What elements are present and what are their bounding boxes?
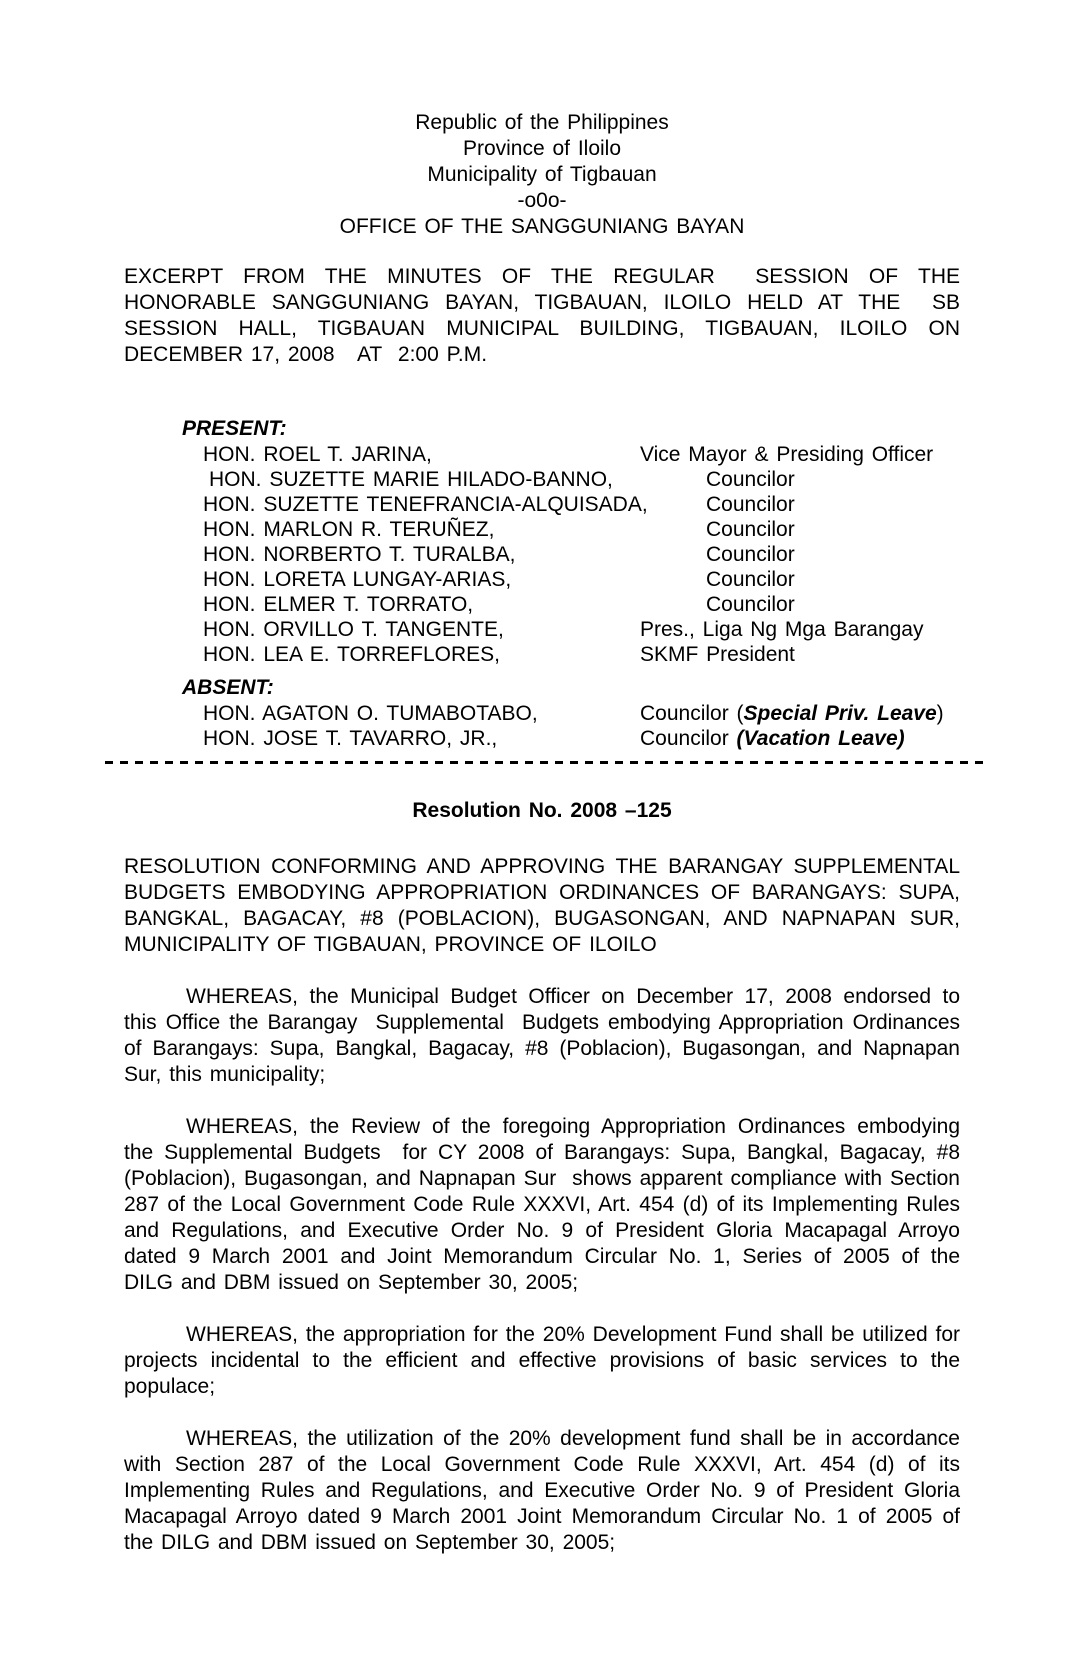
member-name: HON. SUZETTE MARIE HILADO-BANNO,	[209, 468, 613, 491]
present-row	[124, 517, 960, 542]
member-role: Councilor	[706, 468, 795, 491]
present-section	[124, 416, 960, 667]
absent-label: ABSENT:	[182, 676, 274, 699]
present-label: PRESENT:	[182, 417, 287, 440]
whereas-paragraph-3: WHEREAS, the appropriation for the 20% Development Fund shall be utilized for projects incidental to the efficient and effective provisions of basic services to the populace;	[124, 1323, 960, 1398]
member-role: Councilor	[706, 568, 795, 591]
role-suffix: )	[936, 702, 944, 725]
present-row	[124, 467, 960, 492]
resolution-number: Resolution No. 2008 –125	[412, 799, 672, 822]
member-role: SKMF President	[640, 643, 795, 666]
member-role: Councilor	[706, 493, 795, 516]
present-row	[124, 442, 960, 467]
letterhead-country: Republic of the Philippines	[415, 111, 669, 134]
letterhead-ornament: -o0o-	[517, 189, 567, 212]
dashed-separator	[105, 761, 985, 764]
whereas-paragraph-2: WHEREAS, the Review of the foregoing Appropriation Ordinances embodying the Supplemental Budgets for CY 2008 of Barangays: Supa, Bangkal, Bagacay, #8 (Poblacion), Bugasongan, and Napnapan Sur shows apparent compliance with Section 287 of the Local Government Code Rule XXXVI, Art. 454 (d) of its Implementing Rules and Regulations, and Executive Order No. 9 of President Gloria Macapagal Arroyo dated 9 March 2001 and Joint Memorandum Circular No. 1, Series of 2005 of the DILG and DBM issued on September 30, 2005;	[124, 1115, 960, 1294]
letterhead-province: Province of Iloilo	[462, 137, 622, 160]
member-name: HON. MARLON R. TERUÑEZ,	[203, 518, 495, 541]
member-name: HON. AGATON O. TUMABOTABO,	[203, 702, 538, 725]
member-name: HON. ROEL T. JARINA,	[203, 443, 432, 466]
member-role	[640, 726, 905, 751]
member-name: HON. ELMER T. TORRATO,	[203, 593, 474, 616]
member-name: HON. LEA E. TORREFLORES,	[203, 643, 500, 666]
member-role: Councilor	[706, 593, 795, 616]
member-role	[640, 701, 944, 726]
role-prefix: Councilor	[640, 727, 737, 750]
whereas-paragraph-1: WHEREAS, the Municipal Budget Officer on December 17, 2008 endorsed to this Office the Barangay Supplemental Budgets embodying Appropriation Ordinances of Barangays: Supa, Bangkal, Bagacay, #8 (Poblacion), Bugasongan, and Napnapan Sur, this municipality;	[124, 985, 960, 1086]
present-row	[124, 492, 960, 517]
member-role: Councilor	[706, 518, 795, 541]
role-prefix: Councilor (	[640, 702, 744, 725]
resolution-title: RESOLUTION CONFORMING AND APPROVING THE BARANGAY SUPPLEMENTAL BUDGETS EMBODYING APPROPRIATION ORDINANCES OF BARANGAYS: SUPA, BANGKAL, BAGACAY, #8 (POBLACION), BUGASONGAN, AND NAPNAPAN SUR, MUNICIPALITY OF TIGBAUAN, PROVINCE OF ILOILO	[124, 855, 960, 956]
member-role: Vice Mayor & Presiding Officer	[640, 443, 934, 466]
member-name: HON. ORVILLO T. TANGENTE,	[203, 618, 504, 641]
member-name: HON. LORETA LUNGAY-ARIAS,	[203, 568, 512, 591]
excerpt-paragraph: EXCERPT FROM THE MINUTES OF THE REGULAR SESSION OF THE HONORABLE SANGGUNIANG BAYAN, TIGBAUAN, ILOILO HELD AT THE SB SESSION HALL, TIGBAUAN MUNICIPAL BUILDING, TIGBAUAN, ILOILO ON DECEMBER 17, 2008 AT 2:00 P.M.	[124, 265, 960, 366]
present-row	[124, 592, 960, 617]
present-row	[124, 617, 960, 642]
present-row	[124, 542, 960, 567]
absent-section	[124, 675, 960, 751]
member-name: HON. NORBERTO T. TURALBA,	[203, 543, 516, 566]
letterhead-municipality: Municipality of Tigbauan	[427, 163, 657, 186]
leave-reason: (Vacation Leave)	[736, 727, 905, 750]
absent-row	[124, 726, 960, 751]
whereas-paragraph-4: WHEREAS, the utilization of the 20% development fund shall be in accordance with Section 287 of the Local Government Code Rule XXXVI, Art. 454 (d) of its Implementing Rules and Regulations, and Executive Order No. 9 of President Gloria Macapagal Arroyo dated 9 March 2001 Joint Memorandum Circular No. 1 of 2005 of the DILG and DBM issued on September 30, 2005;	[124, 1427, 960, 1554]
member-name: HON. JOSE T. TAVARRO, JR.,	[203, 727, 498, 750]
present-row	[124, 642, 960, 667]
member-name: HON. SUZETTE TENEFRANCIA-ALQUISADA,	[203, 493, 648, 516]
letterhead-office: OFFICE OF THE SANGGUNIANG BAYAN	[339, 215, 745, 238]
member-role: Councilor	[706, 543, 795, 566]
leave-reason: Special Priv. Leave	[743, 702, 937, 725]
present-row	[124, 567, 960, 592]
member-role: Pres., Liga Ng Mga Barangay	[640, 618, 924, 641]
absent-row	[124, 701, 960, 726]
letterhead	[124, 110, 960, 240]
